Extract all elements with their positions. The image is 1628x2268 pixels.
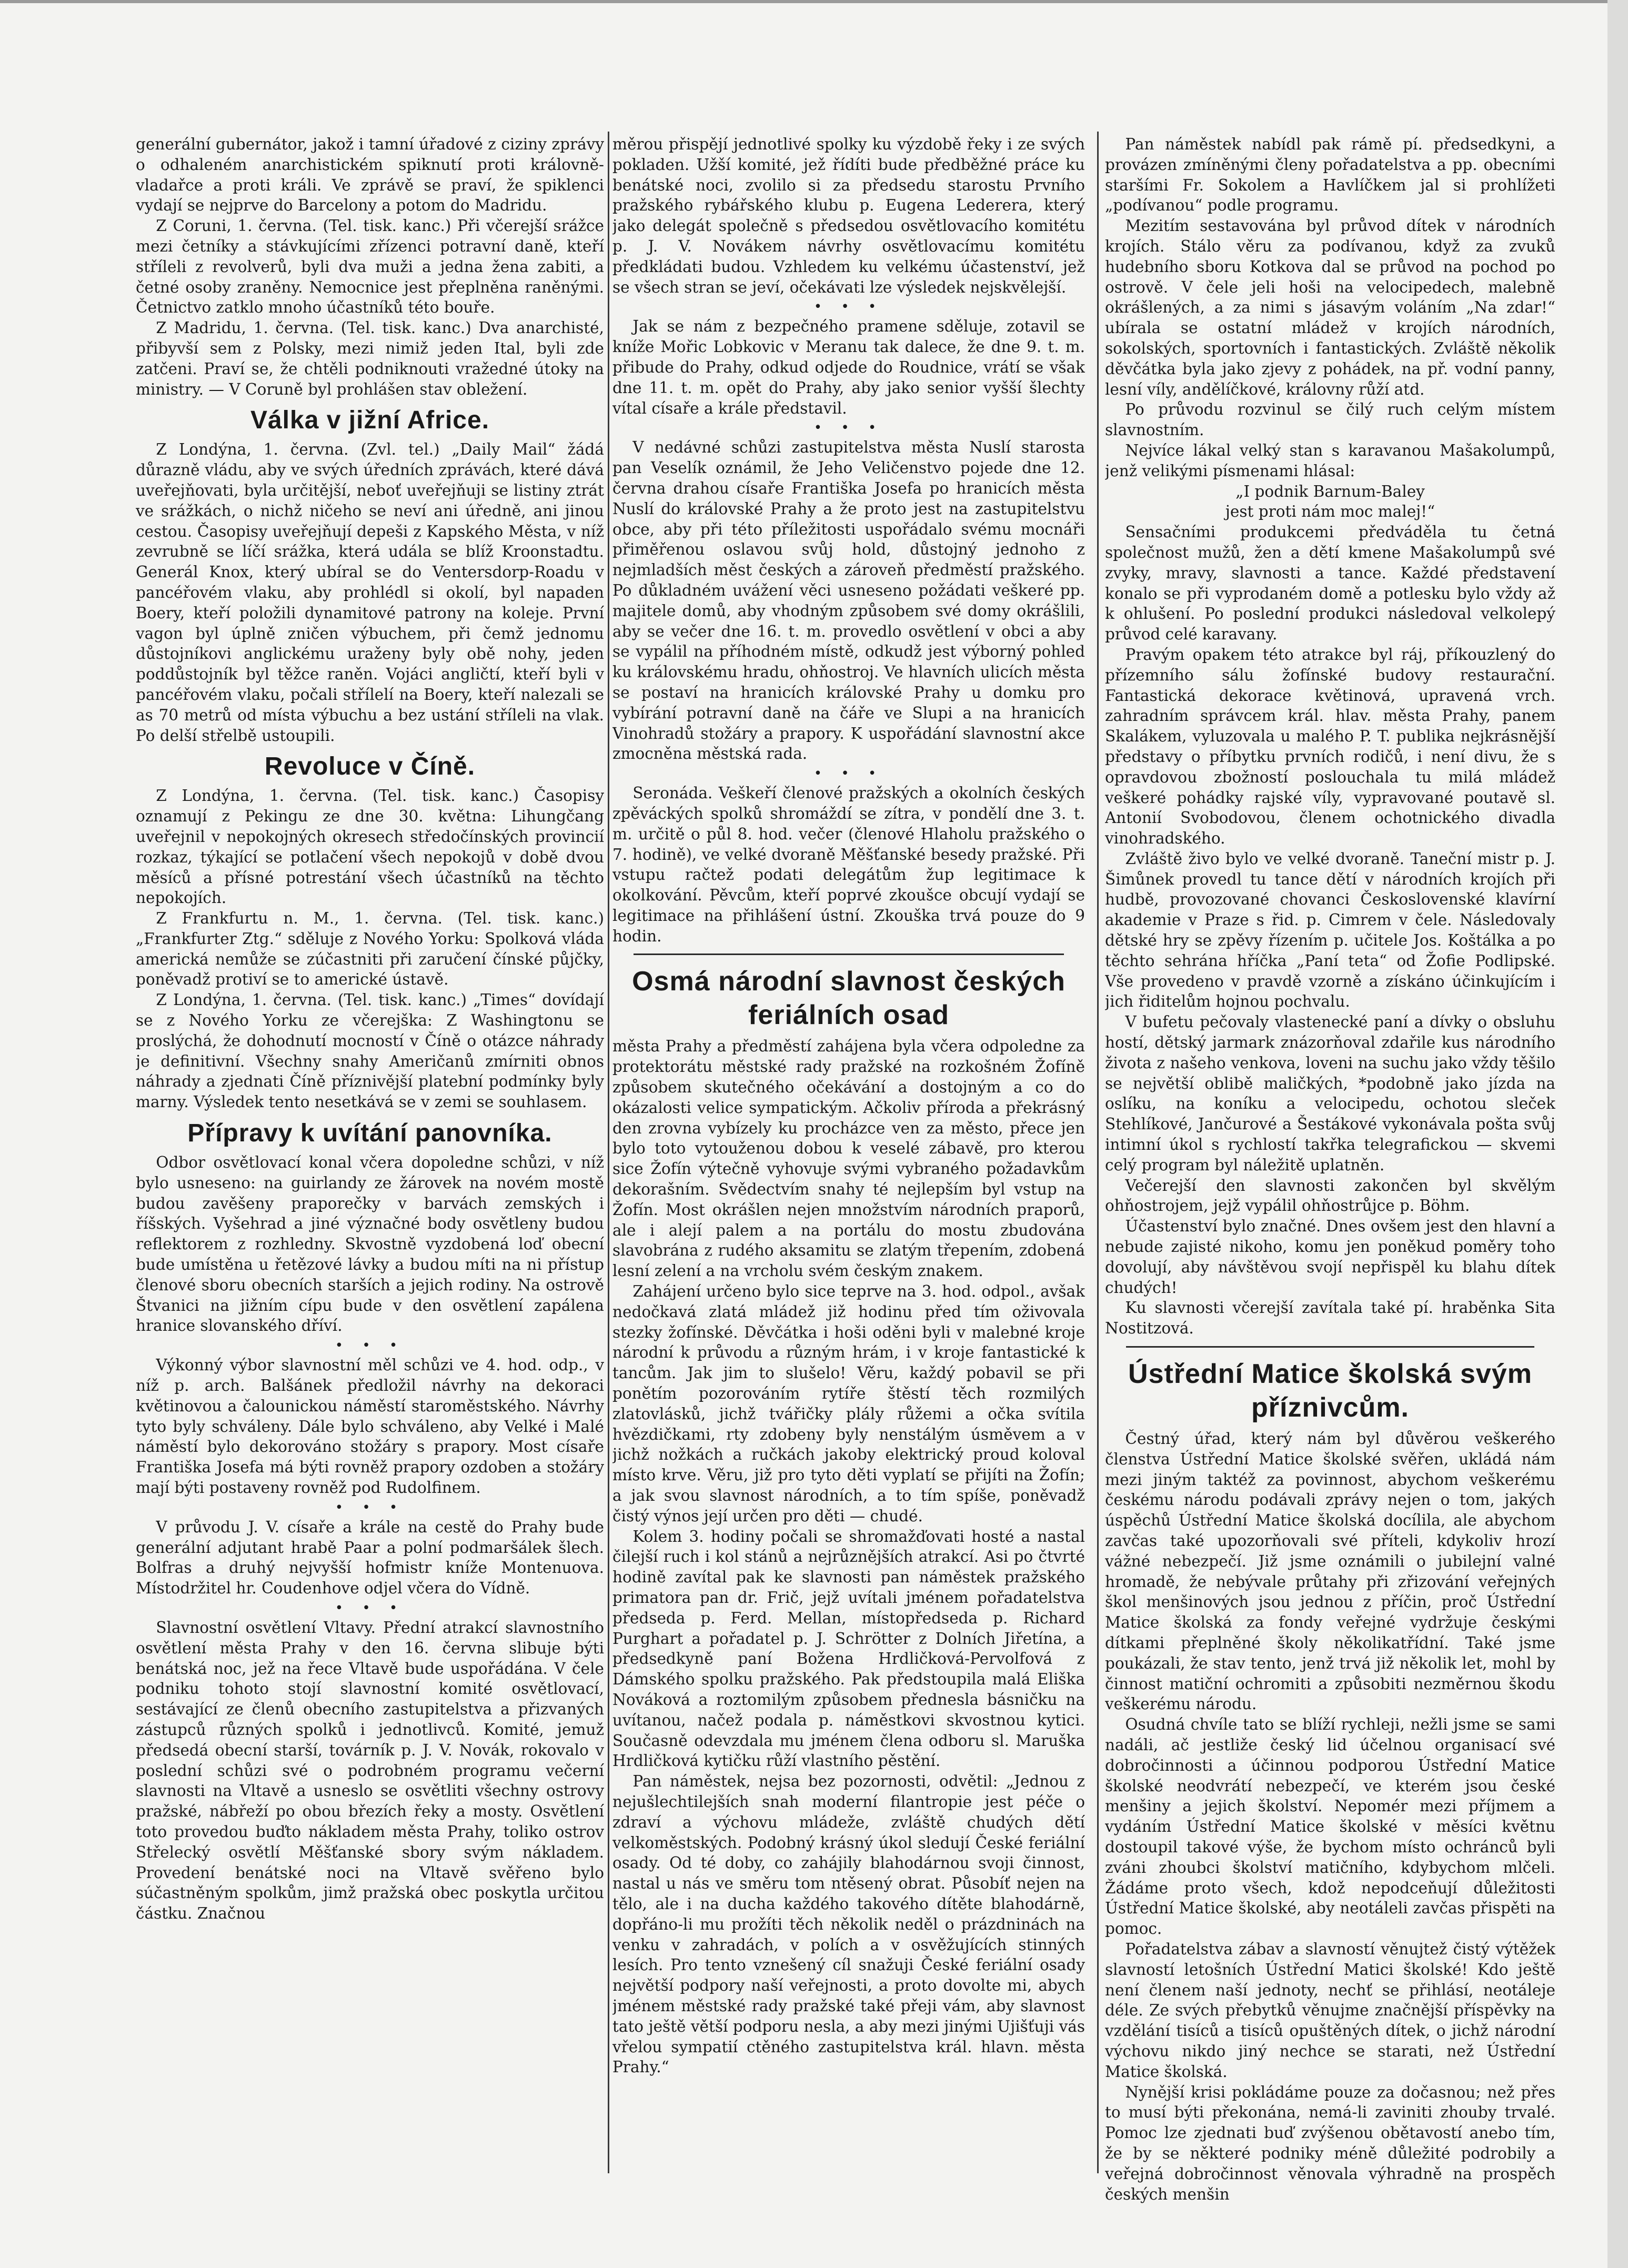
article-paragraph: Z Frankfurtu n. M., 1. června. (Tel. tisk. kanc.) „Frankfurter Ztg.“ sděluje z Nového Yorku: Spolková vláda americká nemůže se zúčastniti při zaručení čínské půjčky, poněvadž protiví se to americké ústavě. [136, 909, 604, 989]
article-paragraph: Pan náměstek, nejsa bez pozornosti, odvětil: „Jednou z nejušlechtilejších snah moderní filantropie jest péče o zdraví a výchovu mládeže, zvláště chudých dětí velkoměstských. Podobný krásný úkol sledují České feriální osady. Od té doby, co zahájily blahodárnou svoji činnost, nastal u nás ve směru tom ntěsený obrat. Působíť nejen na tělo, ale i na ducha každého takového dítěte blahodárně, dopřáno-li mu prožíti těch několik neděl o prázdninách na venku v zahradách, v polích a v osvěžujících stinných lesích. Pro tento vznešený cíl snažuji České feriální osady největší podpory naší veřejnosti, a proto dovolte mi, abych jménem městské rady pražské také přeji vám, aby slavnost tato ještě větší podporu nesla, a aby mezi jinými Ujišťuji vás vřelou sympatií ctěného zastupitelstva král. hlavn. města Prahy.“ [612, 1772, 1085, 2076]
article-paragraph: Pořadatelstva zábav a slavností věnujtež čistý výtěžek slavností letošních Ústřední Matici školské! Kdo ještě není členem naší jednoty, nechť se přihlásí, neotáleje déle. Ze svých přebytků věnujme značnější příspěvky na vzdělání tisíců a tisíců opuštěných dítek, o jichž národní výchovu nikdo jiný nechce se starati, než Ústřední Matice školská. [1105, 1940, 1555, 2081]
column-rule-left [608, 132, 609, 2173]
article-paragraph: Zvláště živo bylo ve velké dvoraně. Taneční mistr p. J. Šimůnek provedl tu tance dětí v národních krojích při hudbě, provozované chovanci Československé klavírní akademie v Praze s řid. p. Cimrem v čele. Následovaly dětské hry se zpěvy řízením p. učitele Jos. Koštálka a po těchto sehrána hříčka „Paní teta“ od Žofie Podlipské. Vše provedeno v pravdě vzorně a získáno účinkujícím i jich řiditelům hojnou pochvalu. [1105, 849, 1555, 1011]
article-paragraph: Pravým opakem této atrakce byl ráj, příkouzlený do přízemního sálu žofínské budovy restaurační. Fantastická dekorace květinová, upravená vrch. zahradním správcem král. hlav. města Prahy, panem Skalákem, vyluzovala u malého P. T. publika nejkrásnější představy o příbytku prvních rodičů, i není divu, že s opravdovou zbožností poslouchala tu milá mládež veškeré pohádky rajské víly, vypravované poutavě sl. Antonií Svobodovou, členem ochotnického divadla vinohradského. [1105, 645, 1555, 848]
article-paragraph: Nynější krisi pokládáme pouze za dočasnou; než přes to musí býti překonána, nemá-li zaviniti zhouby trvalé. Pomoc lze zjednati buď zvýšenou obětavostí anebo tím, že by se některé podniky méně důležité podrobily a veřejná dobročinnost věnovala výhradně na prospěch českých menšin [1105, 2083, 1555, 2203]
article-paragraph: Sensačními produkcemi předváděla tu četná společnost mužů, žen a dětí kmene Mašakolumpů své zvyky, mravy, slavnosti a tance. Každé představení konalo se při vyprodaném domě a potlesku bylo vždy až k ohlušení. Po poslední produkci následoval velkolepý průvod celé karavany. [1105, 523, 1555, 644]
article-paragraph: Slavnostní osvětlení Vltavy. Přední atrakcí slavnostního osvětlení města Prahy v den 16. června slibuje býti benátská noc, jež na řece Vltavě bude uspořádána. V čele podniku tohoto stojí slavnostní komité osvětlovací, sestávající ze členů obecního zastupitelstva a přizvaných zástupců různých spolků i jednotlivců. Komité, jemuž předsedá obecní starší, továrník p. J. V. Novák, rokovalo v poslední schůzi své o podrobném programu večerní slavnosti na Vltavě a usneslo se osvětliti všechny ostrovy pražské, nábřeží po obou březích řeky a mosty. Osvětlení toto provedou buďto nákladem města Prahy, toliko ostrov Střelecký osvětlí Měšťanské sbory svým nákladem. Provedení benátské noci na Vltavě svěřeno bylo súčastněným spolkům, jimž pražská obec poskytla určitou částku. Značnou [136, 1619, 604, 1923]
article-paragraph: Z Londýna, 1. června. (Tel. tisk. kanc.) Časopisy oznamují z Pekingu ze dne 30. května: Lihungčang uveřejnil v nepokojných okresech středočínských provincií rozkaz, týkající se potlačení všech nepokojů v době dvou měsíců a přísné potrestání všech účastníků na těchto nepokojích. [136, 787, 604, 907]
article-paragraph: V nedávné schůzi zastupitelstva města Nuslí starosta pan Veselík oznámil, že Jeho Veličenstvo pojede dne 12. června drahou císaře Františka Josefa po hranicích města Nuslí do královské Prahy a že proto jest na zastupitelstvu obce, aby při této příležitosti uspořádalo svému mocnáři přiměřenou oslavou svůj hold, důstojný jednoho z nejmladších měst českých a zároveň předměstí pražského. Po důkladném uvážení věci usneseno požádati veškeré pp. majitele domů, aby vhodným způsobem své domy okrášlili, aby se večer dne 16. t. m. provedlo osvětlení v obci a aby se vypálil na příhodném místě, odkudž jest výborný pohled ku královskému hradu, ohňostroj. Ve hlavních ulicích města se postaví na hranicích královské Prahy u domku pro vybírání potravní daně na čáře ve Slupi a na hranicích Vinohradů stožáry a prapory. K uspořádání slavnostní akce zmocněna městská rada. [612, 438, 1085, 763]
quote-line: „I podnik Barnum-Baley [1235, 482, 1425, 500]
headline-ustredni-matice-skolska: Ústřední Matice školská svým příznivcům. [1128, 1359, 1532, 1423]
article-paragraph: Kolem 3. hodiny počali se shromažďovati hosté a nastal čilejší ruch i kol stánů a nejrůznějších atrakcí. Asi po čtvrté hodině zavítal pak ke slavnosti pan náměstek pražského primatora pan dr. Frič, jejž uvítali jménem pořadatelstva předseda p. Ferd. Mellan, místopředseda p. Richard Purghart a pořadatel p. J. Schrötter z Dolních Jiřetína, a předsedkyně paní Božena Hrdličková-Pervolfová z Dámského spolku pražského. Pak předstoupila malá Eliška Nováková a roztomilým způsobem přednesla básničku na uvítanou, načež podala p. náměstkovi skvostnou kytici. Současně odevzdala mu jménem člena odboru sl. Maruška Hrdličková kytičku růží vlastního pěstění. [612, 1527, 1085, 1770]
separator-dots: • • • [335, 1499, 405, 1516]
column-2 [612, 134, 1085, 2218]
article-paragraph: Po průvodu rozvinul se čilý ruch celým místem slavnostním. [1105, 400, 1555, 439]
article-paragraph: Pan náměstek nabídl pak rámě pí. předsedkyni, a provázen zmíněnými členy pořadatelstva a pp. obecními staršími Fr. Sokolem a Havlíčkem jal si prohlížeti „podívanou“ podle programu. [1105, 135, 1555, 215]
article-paragraph: Výkonný výbor slavnostní měl schůzi ve 4. hod. odp., v níž p. arch. Balšánek předložil návrhy na dekoraci květinovou a čalounickou náměstí staroměstského. Návrhy tyto byly schváleny. Dále bylo schváleno, aby Velké i Malé náměstí bylo dekorováno stožáry s prapory. Most císaře Františka Josefa má býti rovněž prapory ozdoben a stožáry mají býti postaveny rovněž pod Rudolfinem. [136, 1356, 604, 1497]
article-paragraph: Seronáda. Veškeří členové pražských a okolních českých zpěváckých spolků shromáždí se zítra, v pondělí dne 3. t. m. určitě o půl 8. hod. večer (členové Hlaholu pražského o 7. hodině), ve velké dvoraně Měšťanské besedy pražské. Při vstupu račtež podati delegátům žup legitimace k okolkování. Pěvcům, kteří poprvé zkoušce obcují vydají se legitimace na přihlášení ústní. Zkouška trvá pouze do 9 hodin. [612, 784, 1085, 945]
article-paragraph: Večerejší den slavnosti zakončen byl skvělým ohňostrojem, jejž vypálil ohňostrůjce p. Böhm. [1105, 1176, 1555, 1215]
article-paragraph: Zahájení určeno bylo sice teprve na 3. hod. odpol., avšak nedočkavá zlatá mládež již hodinu před tím oživovala stezky žofínské. Děvčátka i hoši oděni byli v malebné kroje národní k průvodu a různým hrám, i v kroje fantastické k tancům. Jak jim to slušelo! Věru, každý pobavil se při ponětím pozorováním rytíře štěstí těch rozmilých zlatovlásků, jichž tvářičky plály růžemi a očka svítila hvězdičkami, rty zdobeny byly nenstálým úsměvem a v jichž nožkách a ručkách jakoby elektrický proud koloval místo krve. Věru, již pro tyto děti vyplatí se přijíti na Žofín; a jak svou slavnost národních, a to tím spíše, poněvadž čistý výnos její určen pro děti — chudé. [612, 1282, 1085, 1525]
column-1 [136, 134, 604, 2218]
separator-dots: • • • [335, 1338, 405, 1354]
headline-revoluce-v-cine: Revoluce v Číně. [264, 752, 476, 781]
top-edge [0, 0, 1628, 3]
column-rule-right [1097, 132, 1099, 2173]
article-paragraph: Účastenství bylo značné. Dnes ovšem jest den hlavní a nebude zajisté nikoho, komu jen poněkud poměry toho dovolují, aby návštěvou svojí nepřispěl ku blahu dítek chudých! [1105, 1217, 1555, 1297]
article-paragraph: Ku slavnosti včerejší zavítala také pí. hraběnka Sita Nostitzová. [1105, 1299, 1555, 1338]
article-paragraph: Mezitím sestavována byl průvod dítek v národních krojích. Stálo věru za podívanou, když za zvuků hudebního sboru Kotkova dal se průvod na pochod po ostrově. V čele jeli hoši na velocipedech, malebně okrášlených, a za nimi s jásavým voláním „Na zdar!“ ubírala se ostatní mládež v krojích národních, sokolských, sportovních i fantastických. Zvláště několik děvčátka byla jako zjevy z pohádek, na př. vodní panny, lesní víly, andělíčkové, královny růží atd. [1105, 217, 1555, 398]
article-paragraph: generální gubernátor, jakož i tamní úřadové z ciziny zprávy o odhaleném anarchistickém spiknutí proti královně-vladařce a proti králi. Ve zprávě se praví, že spiklenci vydají se nejprve do Barcelony a potom do Madridu. [136, 135, 604, 215]
article-paragraph: Nejvíce lákal velký stan s karavanou Mašakolumpů, jenž velikými písmenami hlásal: [1105, 441, 1555, 480]
separator-dots: • • • [813, 420, 884, 436]
article-paragraph: Z Londýna, 1. června. (Zvl. tel.) „Daily Mail“ žádá důrazně vládu, aby ve svých úředních zprávách, které dává uveřejňovati, byla určitější, neboť uveřejňuji se listiny ztrát ve srážkách, o nichž ničeho se neví ani úředně, ani jinou cestou. Časopisy uveřejňují depeši z Kapského Města, v níž zevrubně se líčí srážka, která udála se blíž Kroonstadtu. Generál Knox, který ubíral se do Ventersdorp-Roadu v pancéřovém vlaku, aby prohlédl si okolí, byl napaden Boery, kteří položili dynamitové patrony na koleje. První vagon byl úplně zničen výbuchem, při čemž jednomu důstojníkovi anglickému uraženy byly obě nohy, jeden poddůstojník byl těžce raněn. Vojáci angličtí, kteří byli v pancéřovém vlaku, počali střílelí na Boery, kteří nalezali se as 70 metrů od místa výbuchu a bez ustání stříleli na vlak. Po delší střelbě ustoupili. [136, 440, 604, 745]
article-paragraph: Odbor osvětlovací konal včera dopoledne schůzi, v níž bylo usneseno: na guirlandy ze žárovek na novém mostě budou zavěšeny praporečky v barvách zemských i říšských. Vyšehrad a jiné význačné body osvětleny budou reflektorem z rozhledny. Skvostně vyzdobená loď obecní bude umístěna u řetězové lávky a budou míti na ni přístup členové sboru obecních starších a jejich rodiny. Na ostrově Štvanici na jižním cípu bude v den osvětlení zapálena hranice slovanského dříví. [136, 1153, 604, 1335]
headline-osma-narodni-slavnost: Osmá národní slavnost českých feriálních osad [632, 966, 1066, 1031]
separator-dots: • • • [813, 299, 884, 315]
headline-valka-v-jizni-africe: Válka v jižní Africe. [250, 406, 490, 435]
article-paragraph: V průvodu J. V. císaře a krále na cestě do Prahy bude generální adjutant hrabě Paar a polní podmaršálek šlech. Bolfras a druhý nejvyšší hofmistr kníže Montenuova. Místodržitel hr. Coudenhove odjel včera do Vídně. [136, 1518, 604, 1598]
section-divider [634, 954, 1064, 955]
article-paragraph: V bufetu pečovaly vlastenecké paní a dívky o obsluhu hostí, dětský jarmark znázorňoval zdařile kus národního života z našeho venkova, loveni na suchu jako vždy těšilo se největší oblibě maličkých, *podobně jako jízda na oslíku, na koníku a velocipedu, ochotou sleček Stehlíkové, Jančurové a Šestákové vykonávala pošta svůj intimní úkol s rychlostí takřka telegrafickou — skvemi celý program byl náležitě uplatněn. [1105, 1013, 1555, 1174]
section-divider [1126, 1346, 1534, 1348]
article-paragraph: Z Madridu, 1. června. (Tel. tisk. kanc.) Dva anarchisté, přibyvší sem z Polsky, mezi nimiž jeden Ital, byli zde zatčeni. Praví se, že chtěli podniknouti vražedné útoky na ministry. — V Coruně byl prohlášen stav obležení. [136, 319, 604, 398]
column-3 [1105, 134, 1555, 2218]
quote-line: jest proti nám moc malej!“ [1225, 503, 1435, 521]
article-paragraph: města Prahy a předměstí zahájena byla včera odpoledne za protektorátu městské rady pražské na rozkošném Žofíně způsobem skutečného očekávání a dostojným a co do okázalosti velice sympatickým. Ačkoliv příroda a překrásný den zrovna vybízely ku procházce ven za město, přece jen bylo toto vytouženou dobou k veselé zábavě, pro kterou sice Žofín výtečně vyhovuje svými vybraného požadavkům dekorašním. Svědectvím snahy té nejlepším byl vstup na Žofín. Most okrášlen nejen množstvím národních praporů, ale i alejí palem a na portálu do mostu zbudována slavobrána z rudého aksamitu se zlatým třepením, zdobená lesní zelení a na vrcholu svém českým znakem. [612, 1037, 1085, 1280]
headline-pripravy-k-uvitani: Přípravy k uvítání panovníka. [187, 1119, 552, 1148]
separator-dots: • • • [335, 1600, 405, 1616]
article-paragraph: Z Coruni, 1. června. (Tel. tisk. kanc.) Při včerejší srážce mezi četníky a stávkujícími zřízenci potravní daně, kteří stříleli z revolverů, byli dva muži a jedna žena zabiti, a četné osoby zraněny. Nemocnice jest přeplněna raněnými. Četnictvo zatklo mnoho účastníků této bouře. [136, 217, 604, 317]
article-paragraph: Osudná chvíle tato se blíží rychleji, nežli jsme se sami nadáli, ač jestliže český lid účelnou organisací své dobročinnosti a účinnou podporou Ústřední Matice školské neodvrátí nebezpečí, ve kterém jsou české menšiny a jejich školství. Nepomér mezi příjmem a vydáním Ústřední Matice školské v měsíci květnu dostoupil takové výše, že bychom místo ochránců byli zváni zhoubci školství matičního, kdybychom mlčeli. Žádáme proto všech, kdož nepodceňují důležitosti Ústřední Matice školské, aby neotáleli zavčas přispěti na pomoc. [1105, 1715, 1555, 1938]
article-paragraph: Čestný úřad, který nám byl důvěrou veškerého členstva Ústřední Matice školské svěřen, ukládá nám mezi jiným taktéž za povinnost, abychom veškerému českému národu podávali zprávy nejen o tom, jakých úspěchů Ústřední Matice školská docílila, ale abychom zavčas také upozorňovali své příteli, kdykoliv hrozí vážné nebezpečí. Již jsme oznámili o jubilejní valné hromadě, že nebývale průtahy při zřizování veřejných škol menšinových jsou jednou z příčin, proč Ústřední Matice školská za fondy veřejné vydržuje českými dítkami přeplněné školy několikatřídní. Také jsme poukázali, že stav tento, jenž trvá již několik let, mohl by činnost matiční ochromiti a způsobiti nezměrnou škodu veškerému národu. [1105, 1430, 1555, 1713]
separator-dots: • • • [813, 766, 884, 782]
article-paragraph: Z Londýna, 1. června. (Tel. tisk. kanc.) „Times“ dovídají se z Nového Yorku ze včerejška: Z Washingtonu se proslýchá, že dohodnutí mocností v Číně o otázce náhrady je definitivní. Všechny snahy Američanů zmírniti obnos náhrady a zjednati Číně příznivější platební podmínky byly marny. Výsledek tento nesetkává se v zemi se souhlasem. [136, 991, 604, 1111]
article-paragraph: měrou přispějí jednotlivé spolky ku výzdobě řeky i ze svých pokladen. Užší komité, jež řídíti bude předběžné práce ku benátské noci, zvolilo si za předsedu starostu Prvního pražského rybářského klubu p. Eugena Lederera, který jako delegát společně s předsedou osvětlovacího komitétu p. J. V. Novákem návrhy osvětlovacímu komitétu předkládati budou. Vzhledem ku velkému účastenství, jež se všech stran se jeví, očekávati lze výsledek nejskvělejší. [612, 135, 1085, 296]
page-edge-shadow [1607, 0, 1628, 2268]
article-paragraph: Jak se nám z bezpečného pramene sděluje, zotavil se kníže Mořic Lobkovic v Meranu tak dalece, že dne 9. t. m. přibude do Prahy, odkud odjede do Roudnice, vrátí se však dne 11. t. m. opět do Prahy, aby jako senior vyšší šlechty vítal císaře a krále představil. [612, 317, 1085, 417]
